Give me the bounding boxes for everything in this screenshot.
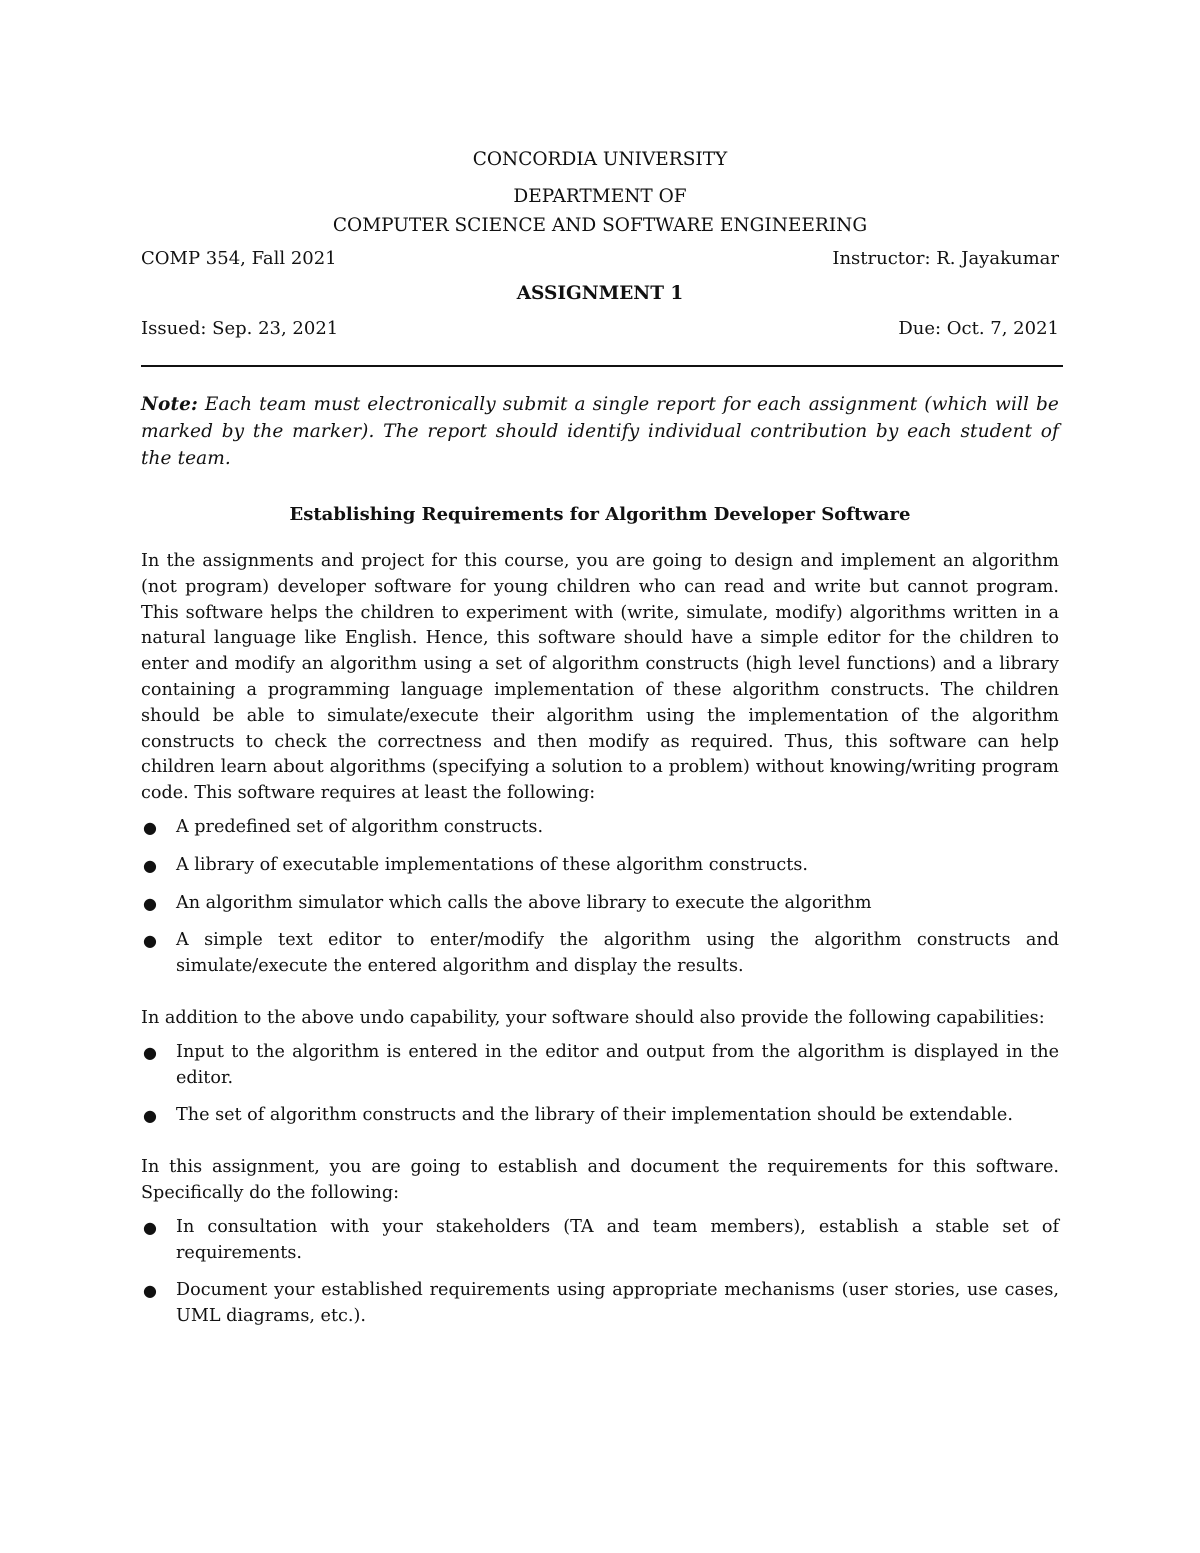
- list-item-text: A simple text editor to enter/modify the algorithm using the algorithm constructs and simulate/execute the entered algorithm and display the results.: [176, 930, 1059, 977]
- header-divider: [141, 365, 1063, 367]
- list-item: [141, 815, 1059, 841]
- spacer: [141, 1141, 1059, 1155]
- list-item: [141, 928, 1059, 980]
- bullet-icon: ●: [143, 1106, 157, 1126]
- bullet-icon: ●: [143, 817, 157, 837]
- course-row: [141, 244, 1059, 273]
- bullet-icon: ●: [143, 1217, 157, 1237]
- bullet-icon: ●: [143, 893, 157, 913]
- list-item-text: Input to the algorithm is entered in the editor and output from the algorithm is displayed in the editor.: [176, 1041, 1059, 1088]
- list-item-text: In consultation with your stakeholders (TA and team members), establish a stable set of requirements.: [176, 1216, 1059, 1263]
- document-page: [141, 145, 1059, 1342]
- bullet-icon: ●: [143, 1042, 157, 1062]
- spacer: [141, 992, 1059, 1006]
- intro-paragraph: In the assignments and project for this course, you are going to design and implement an algorithm (not program) developer software for young children who can read and write but cannot program. This software helps the children to experiment with (write, simulate, modify) algorithms written in a natural language like English. Hence, this software should have a simple editor for the children to enter and modify an algorithm using a set of algorithm constructs (high level functions) and a library containing a programming language implementation of these algorithm constructs. The children should be able to simulate/execute their algorithm using the implementation of the algorithm constructs to check the correctness and then modify as required. Thus, this software can help children learn about algorithms (specifying a solution to a problem) without knowing/writing program code. This software requires at least the following:: [141, 551, 1059, 804]
- tasks-paragraph: In this assignment, you are going to establish and document the requirements for this software. Specifically do the following:: [141, 1157, 1059, 1203]
- university-name: CONCORDIA UNIVERSITY: [472, 149, 728, 170]
- requirements-list: [141, 815, 1059, 980]
- dates-row: [141, 314, 1059, 343]
- note-lead: Note:: [141, 394, 198, 415]
- bullet-icon: ●: [143, 1281, 157, 1301]
- instructor-info: Instructor: R. Jayakumar: [832, 248, 1059, 269]
- list-item: [141, 1215, 1059, 1267]
- bullet-icon: ●: [143, 855, 157, 875]
- course-info: COMP 354, Fall 2021: [141, 248, 337, 269]
- bullet-icon: ●: [143, 931, 157, 951]
- capabilities-list: [141, 1040, 1059, 1129]
- capabilities-paragraph: In addition to the above undo capability, your software should also provide the following capabilities:: [141, 1007, 1045, 1028]
- submission-note: [141, 391, 1059, 472]
- due-date: Due: Oct. 7, 2021: [898, 318, 1059, 339]
- list-item: [141, 891, 1059, 917]
- list-item: [141, 1103, 1059, 1129]
- list-item-text: A library of executable implementations of these algorithm constructs.: [176, 854, 808, 875]
- list-item: [141, 1040, 1059, 1092]
- list-item-text: Document your established requirements using appropriate mechanisms (user stories, use cases, UML diagrams, etc.).: [176, 1280, 1059, 1327]
- list-item-text: An algorithm simulator which calls the above library to execute the algorithm: [176, 892, 872, 913]
- list-item: [141, 853, 1059, 879]
- section-title: Establishing Requirements for Algorithm Developer Software: [289, 504, 911, 525]
- list-item-text: A predefined set of algorithm constructs.: [176, 816, 544, 837]
- issued-date: Issued: Sep. 23, 2021: [141, 318, 339, 339]
- note-text: Each team must electronically submit a single report for each assignment (which will be marked by the marker). The report should identify individual contribution by each student of the team.: [141, 394, 1059, 469]
- tasks-list: [141, 1215, 1059, 1330]
- list-item-text: The set of algorithm constructs and the library of their implementation should be extendable.: [176, 1105, 1013, 1126]
- assignment-title: ASSIGNMENT 1: [516, 283, 684, 304]
- department-line-2: COMPUTER SCIENCE AND SOFTWARE ENGINEERING: [332, 215, 868, 236]
- list-item: [141, 1278, 1059, 1330]
- department-line-1: DEPARTMENT OF: [513, 186, 687, 207]
